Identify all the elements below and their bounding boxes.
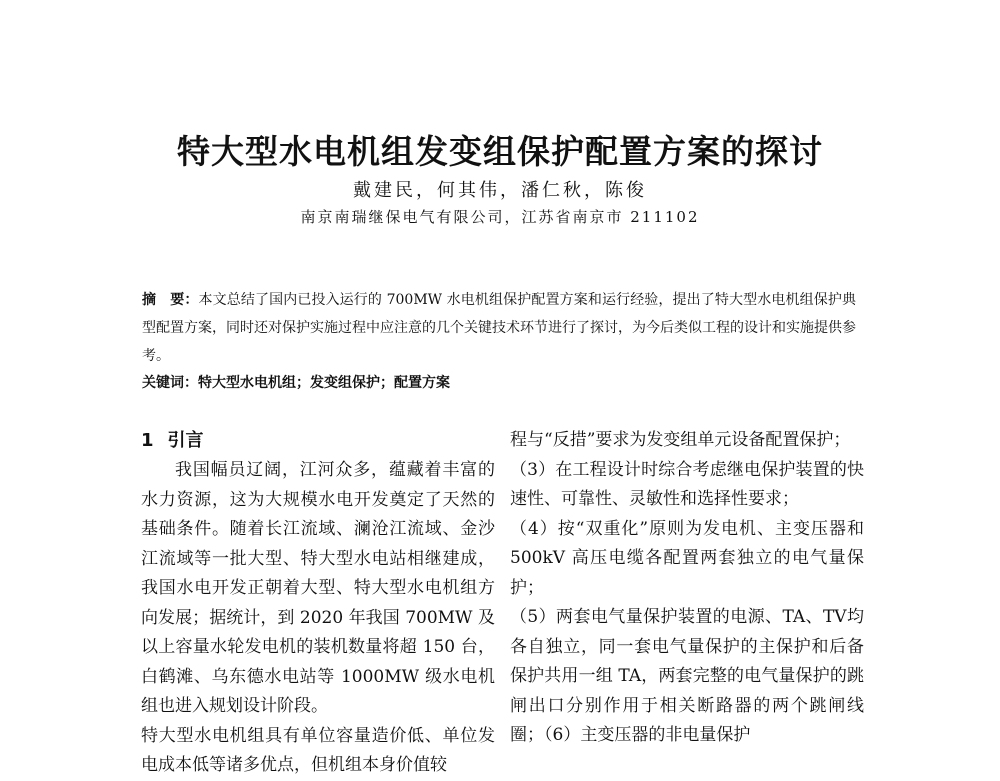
keywords-label: 关键词：: [142, 375, 198, 391]
abstract-text: 本文总结了国内已投入运行的 700MW 水电机组保护配置方案和运行经验，提出了特大型水电机组保护典型配置方案，同时还对保护实施过程中应注意的几个关键技术环节进行了探讨，为今后类似工程的设计和实施提供参考。: [142, 292, 856, 364]
right-column: [510, 426, 864, 751]
right-paragraph-item-4: （4）按“双重化”原则为发电机、主变压器和 500kV 高压电缆各配置两套独立的电气量保护；: [510, 518, 864, 598]
left-column: [141, 426, 495, 781]
intro-paragraph-1: 我国幅员辽阔，江河众多，蕴藏着丰富的水力资源，这为大规模水电开发奠定了天然的基础条件。随着长江流域、澜沧江流域、金沙江流域等一批大型、特大型水电站相继建成，我国水电开发正朝着大型、特大型水电机组方向发展；据统计，到 2020 年我国 700MW 及以上容量水轮发电机的装机数量将超 150 台，白鹤滩、乌东德水电站等 1000MW 级水电机组也进入规划设计阶段。: [141, 460, 495, 716]
right-paragraph-item-5: （5）两套电气量保护装置的电源、TA、TV均各自独立，同一套电气量保护的主保护和后备保护共用一组 TA，两套完整的电气量保护的跳闸出口分别作用于相关断路器的两个跳闸线圈；（6）主变压器的非电量保护: [510, 607, 864, 745]
section-title: 引言: [167, 430, 204, 451]
intro-paragraph-2: 特大型水电机组具有单位容量造价低、单位发电成本低等诸多优点，但机组本身价值较: [141, 725, 495, 775]
right-paragraph-item-3: （3）在工程设计时综合考虑继电保护装置的快速性、可靠性、灵敏性和选择性要求；: [510, 459, 864, 509]
section-heading-introduction: [141, 426, 495, 456]
author-list: 戴建民，何其伟，潘仁秋，陈俊: [353, 180, 647, 201]
abstract: [142, 286, 856, 370]
section-number: 1: [141, 430, 154, 451]
abstract-label: 摘 要：: [142, 292, 199, 308]
paper-title: 特大型水电机组发变组保护配置方案的探讨: [177, 132, 823, 171]
keywords-text: 特大型水电机组；发变组保护；配置方案: [198, 375, 450, 391]
keywords: [142, 370, 856, 396]
author-affiliation: 南京南瑞继保电气有限公司，江苏省南京市 211102: [300, 208, 700, 226]
right-paragraph-continued: 程与“反措”要求为发变组单元设备配置保护；: [510, 430, 851, 450]
